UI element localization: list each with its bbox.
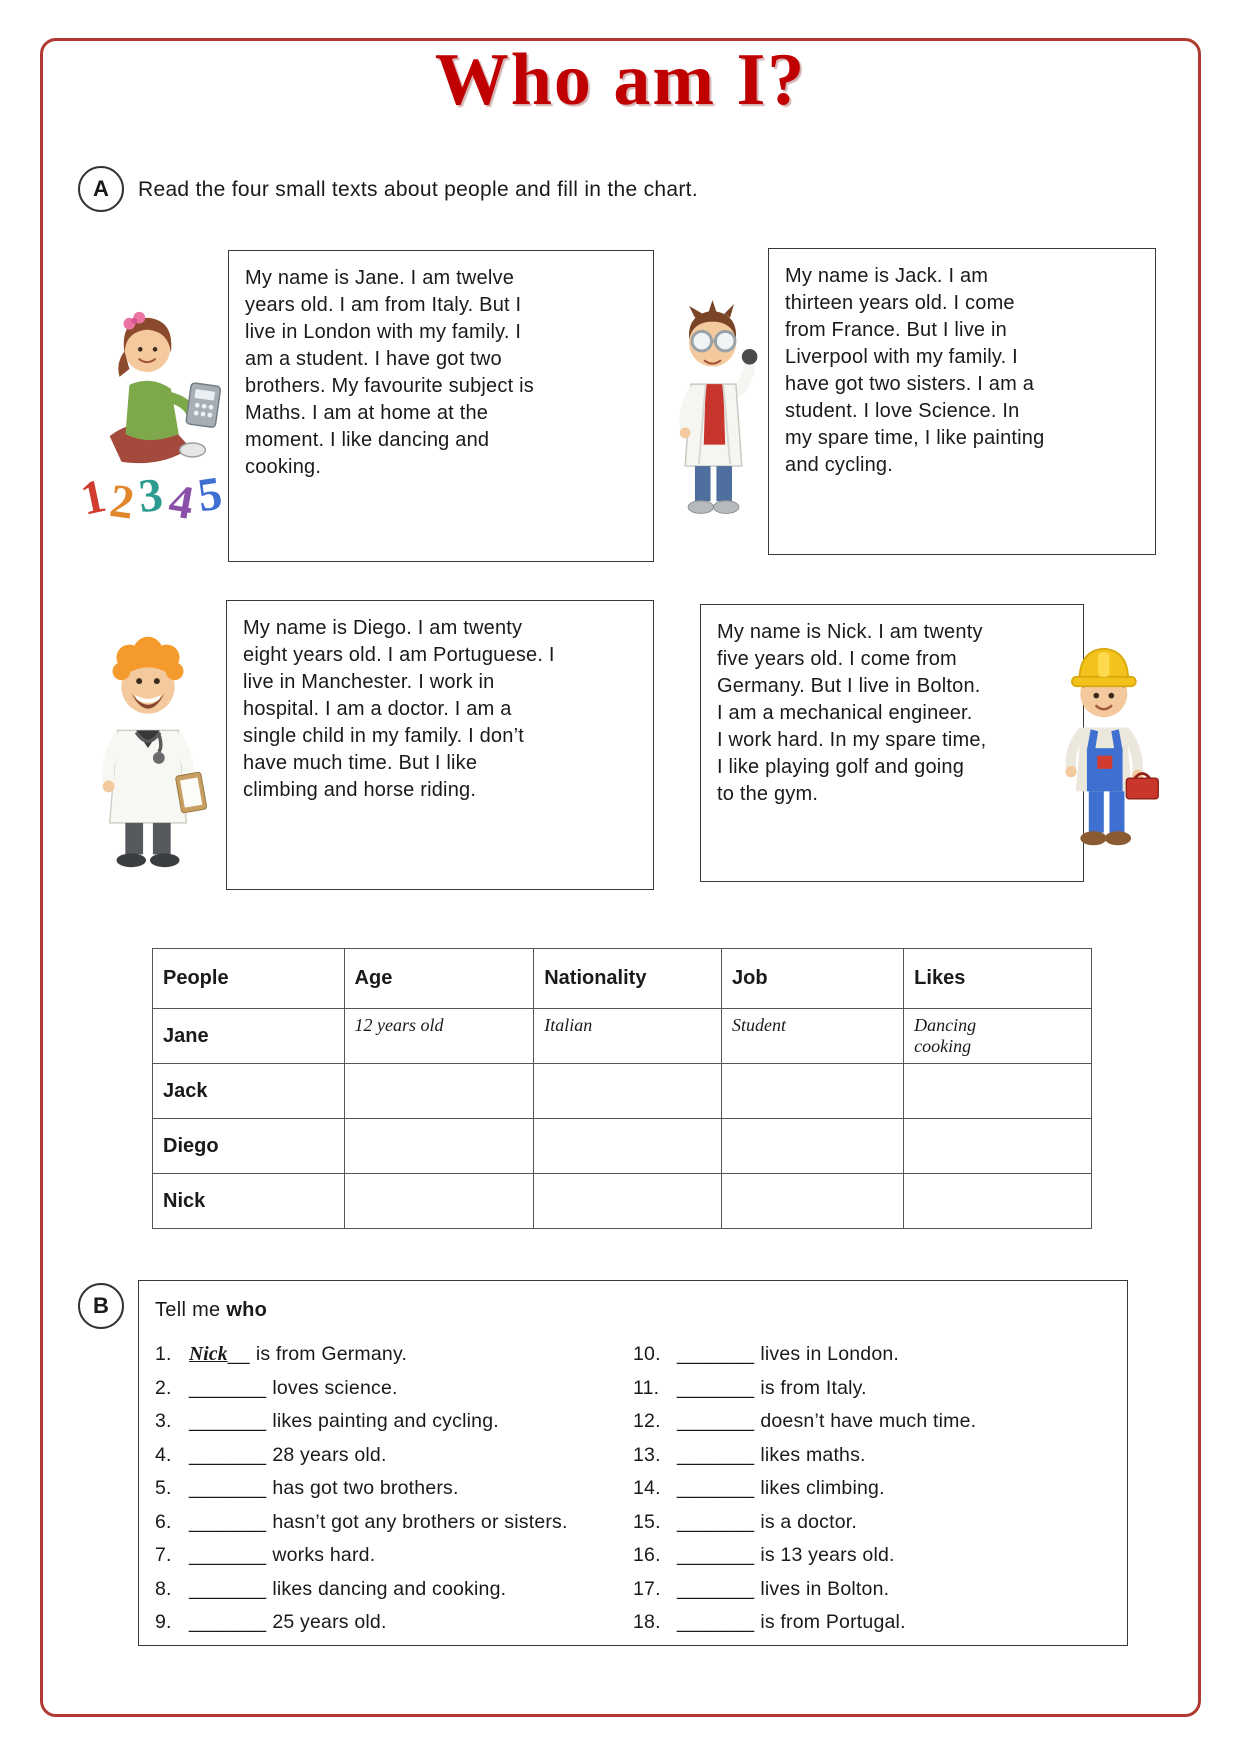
jane-girl-calculator-illustration [76,298,238,531]
jack-likes-cell [904,1064,1092,1119]
jane-job-cell: Student [722,1009,904,1064]
exercise-item-4 [155,1439,633,1473]
item-text: loves science. [272,1376,398,1399]
exercise-item-5 [155,1472,633,1506]
svg-text:5: 5 [194,467,226,523]
jack-text: My name is Jack. I am thirteen years old. I come from France. But I live in Liverpool with my family. I have got two sisters. I am a student. I love Science. In my spare time, I like painting and cycling. [785,265,1045,476]
page-title: Who am I? [434,39,807,121]
chart-row-jane [153,1009,1092,1064]
exercise-item-8 [155,1573,633,1607]
item-text: lives in London. [760,1343,900,1365]
svg-text:1: 1 [76,469,111,526]
exercise-item-12 [633,1405,1109,1439]
nick-text-card [700,604,1084,882]
item-answer: Nick [189,1344,228,1365]
exercise-item-18 [633,1606,1109,1640]
jane-text-card [228,250,654,562]
exercise-item-6 [155,1506,633,1540]
svg-text:4: 4 [165,474,198,531]
item-number: 3. [155,1410,172,1432]
item-text: likes maths. [760,1443,866,1466]
col-header-people: People [153,949,345,1009]
diego-nationality-cell [534,1119,722,1174]
jack-scientist-illustration [652,286,774,530]
item-number: 9. [155,1611,172,1633]
item-text: is 13 years old. [760,1544,895,1566]
answer-blank: _______ [677,1376,755,1399]
item-text: is a doctor. [760,1510,858,1533]
nick-builder-illustration [1040,612,1162,874]
item-number: 10. [633,1343,661,1365]
item-text: is from Germany. [255,1343,408,1365]
item-number: 11. [633,1376,660,1399]
instruction-keyword: who [226,1299,268,1321]
item-text: 28 years old. [272,1443,387,1466]
item-number: 5. [155,1477,172,1499]
diego-text-card [226,600,654,890]
nick-nationality-cell [534,1174,722,1229]
answer-blank: _______ [677,1577,755,1600]
answer-blank: _______ [677,1410,755,1432]
col-header-age: Age [344,949,534,1009]
section-b-badge [78,1283,124,1329]
item-number: 18. [633,1611,661,1633]
item-text: hasn’t got any brothers or sisters. [272,1510,568,1533]
nick-likes-cell [904,1174,1092,1229]
col-header-likes: Likes [904,949,1092,1009]
jack-nationality-cell [534,1064,722,1119]
item-text: doesn’t have much time. [760,1410,977,1432]
svg-text:3: 3 [136,468,166,524]
chart-row-jack [153,1064,1092,1119]
item-number: 17. [633,1577,661,1600]
exercise-item-9 [155,1606,633,1640]
answer-blank: _______ [189,1544,267,1566]
answer-blank: _______ [189,1410,267,1432]
answer-blank: _______ [189,1477,267,1499]
jane-age-cell: 12 years old [344,1009,534,1064]
item-text: is from Italy. [760,1376,867,1399]
diego-text: My name is Diego. I am twenty eight years old. I am Portuguese. I live in Manchester. I work in hospital. I am a doctor. I am a single child in my family. I don’t have much time. But I like climbing and horse riding. [243,617,555,801]
item-number: 8. [155,1577,172,1600]
answer-blank: _______ [189,1510,267,1533]
exercise-item-3 [155,1405,633,1439]
jane-likes-cell: Dancing cooking [904,1009,1092,1064]
answer-blank: _______ [677,1510,755,1533]
exercise-b-left-column [155,1338,633,1640]
item-text: 25 years old. [272,1611,387,1633]
exercise-item-14 [633,1472,1109,1506]
answer-blank: _______ [677,1343,755,1365]
section-a-label: A [93,176,109,201]
exercise-b-list [155,1338,1109,1640]
item-text: is from Portugal. [760,1611,906,1633]
col-header-job: Job [722,949,904,1009]
answer-blank: _______ [677,1544,755,1566]
item-number: 2. [155,1376,172,1399]
nick-job-cell [722,1174,904,1229]
nick-text: My name is Nick. I am twenty five years old. I come from Germany. But I live in Bolton. I am a mechanical engineer. I work hard. In my spare time, I like playing golf and going to the gym. [717,621,987,805]
answer-blank: _______ [677,1477,755,1499]
answer-blank: _______ [189,1611,267,1633]
item-number: 16. [633,1544,661,1566]
diego-likes-cell [904,1119,1092,1174]
answer-blank: _______ [189,1577,267,1600]
diego-job-cell [722,1119,904,1174]
exercise-item-16 [633,1539,1109,1573]
answer-blank: _______ [677,1443,755,1466]
item-text: likes painting and cycling. [272,1410,499,1432]
item-text: likes dancing and cooking. [272,1577,507,1600]
exercise-b-right-column [633,1338,1109,1640]
exercise-item-15 [633,1506,1109,1540]
row-label-nick: Nick [153,1174,345,1229]
section-a-badge [78,166,124,212]
item-number: 6. [155,1510,172,1533]
instruction-prefix: Tell me [155,1299,227,1321]
item-number: 4. [155,1443,172,1466]
nick-age-cell [344,1174,534,1229]
section-b-instruction [155,1299,1109,1322]
chart-header-row [153,949,1092,1009]
jane-nationality-cell: Italian [534,1009,722,1064]
item-number: 7. [155,1544,172,1566]
diego-age-cell [344,1119,534,1174]
jack-text-card [768,248,1156,555]
item-number: 14. [633,1477,661,1499]
row-label-jack: Jack [153,1064,345,1119]
exercise-item-2 [155,1372,633,1406]
answer-blank: _______ [189,1376,267,1399]
item-text: likes climbing. [760,1477,885,1499]
item-text: works hard. [272,1544,376,1566]
chart-row-diego [153,1119,1092,1174]
exercise-item-7 [155,1539,633,1573]
jane-text: My name is Jane. I am twelve years old. I am from Italy. But I live in London with my family. I am a student. I have got two brothers. My favourite subject is Maths. I am at home at the moment. I like dancing and cooking. [245,267,534,478]
item-number: 13. [633,1443,661,1466]
answer-blank: _______ [189,1443,267,1466]
section-b-label: B [93,1293,109,1318]
item-text: lives in Bolton. [760,1577,890,1600]
exercise-item-17 [633,1573,1109,1607]
chart-row-nick [153,1174,1092,1229]
answer-blank: _______ [677,1611,755,1633]
item-number: 1. [155,1343,172,1365]
exercise-item-11 [633,1372,1109,1406]
answer-blank: __ [227,1343,250,1365]
exercise-item-10 [633,1338,1109,1372]
section-b-box [138,1280,1128,1646]
jack-age-cell [344,1064,534,1119]
item-number: 12. [633,1410,661,1432]
exercise-item-13 [633,1439,1109,1473]
col-header-nationality: Nationality [534,949,722,1009]
svg-text:2: 2 [106,474,138,530]
diego-doctor-illustration [74,624,222,880]
people-chart [152,948,1092,1229]
exercise-item-1 [155,1338,633,1372]
row-label-jane: Jane [153,1009,345,1064]
item-text: has got two brothers. [272,1477,459,1499]
item-number: 15. [633,1510,661,1533]
row-label-diego: Diego [153,1119,345,1174]
jack-job-cell [722,1064,904,1119]
section-a-instruction: Read the four small texts about people and fill in the chart. [138,178,698,201]
